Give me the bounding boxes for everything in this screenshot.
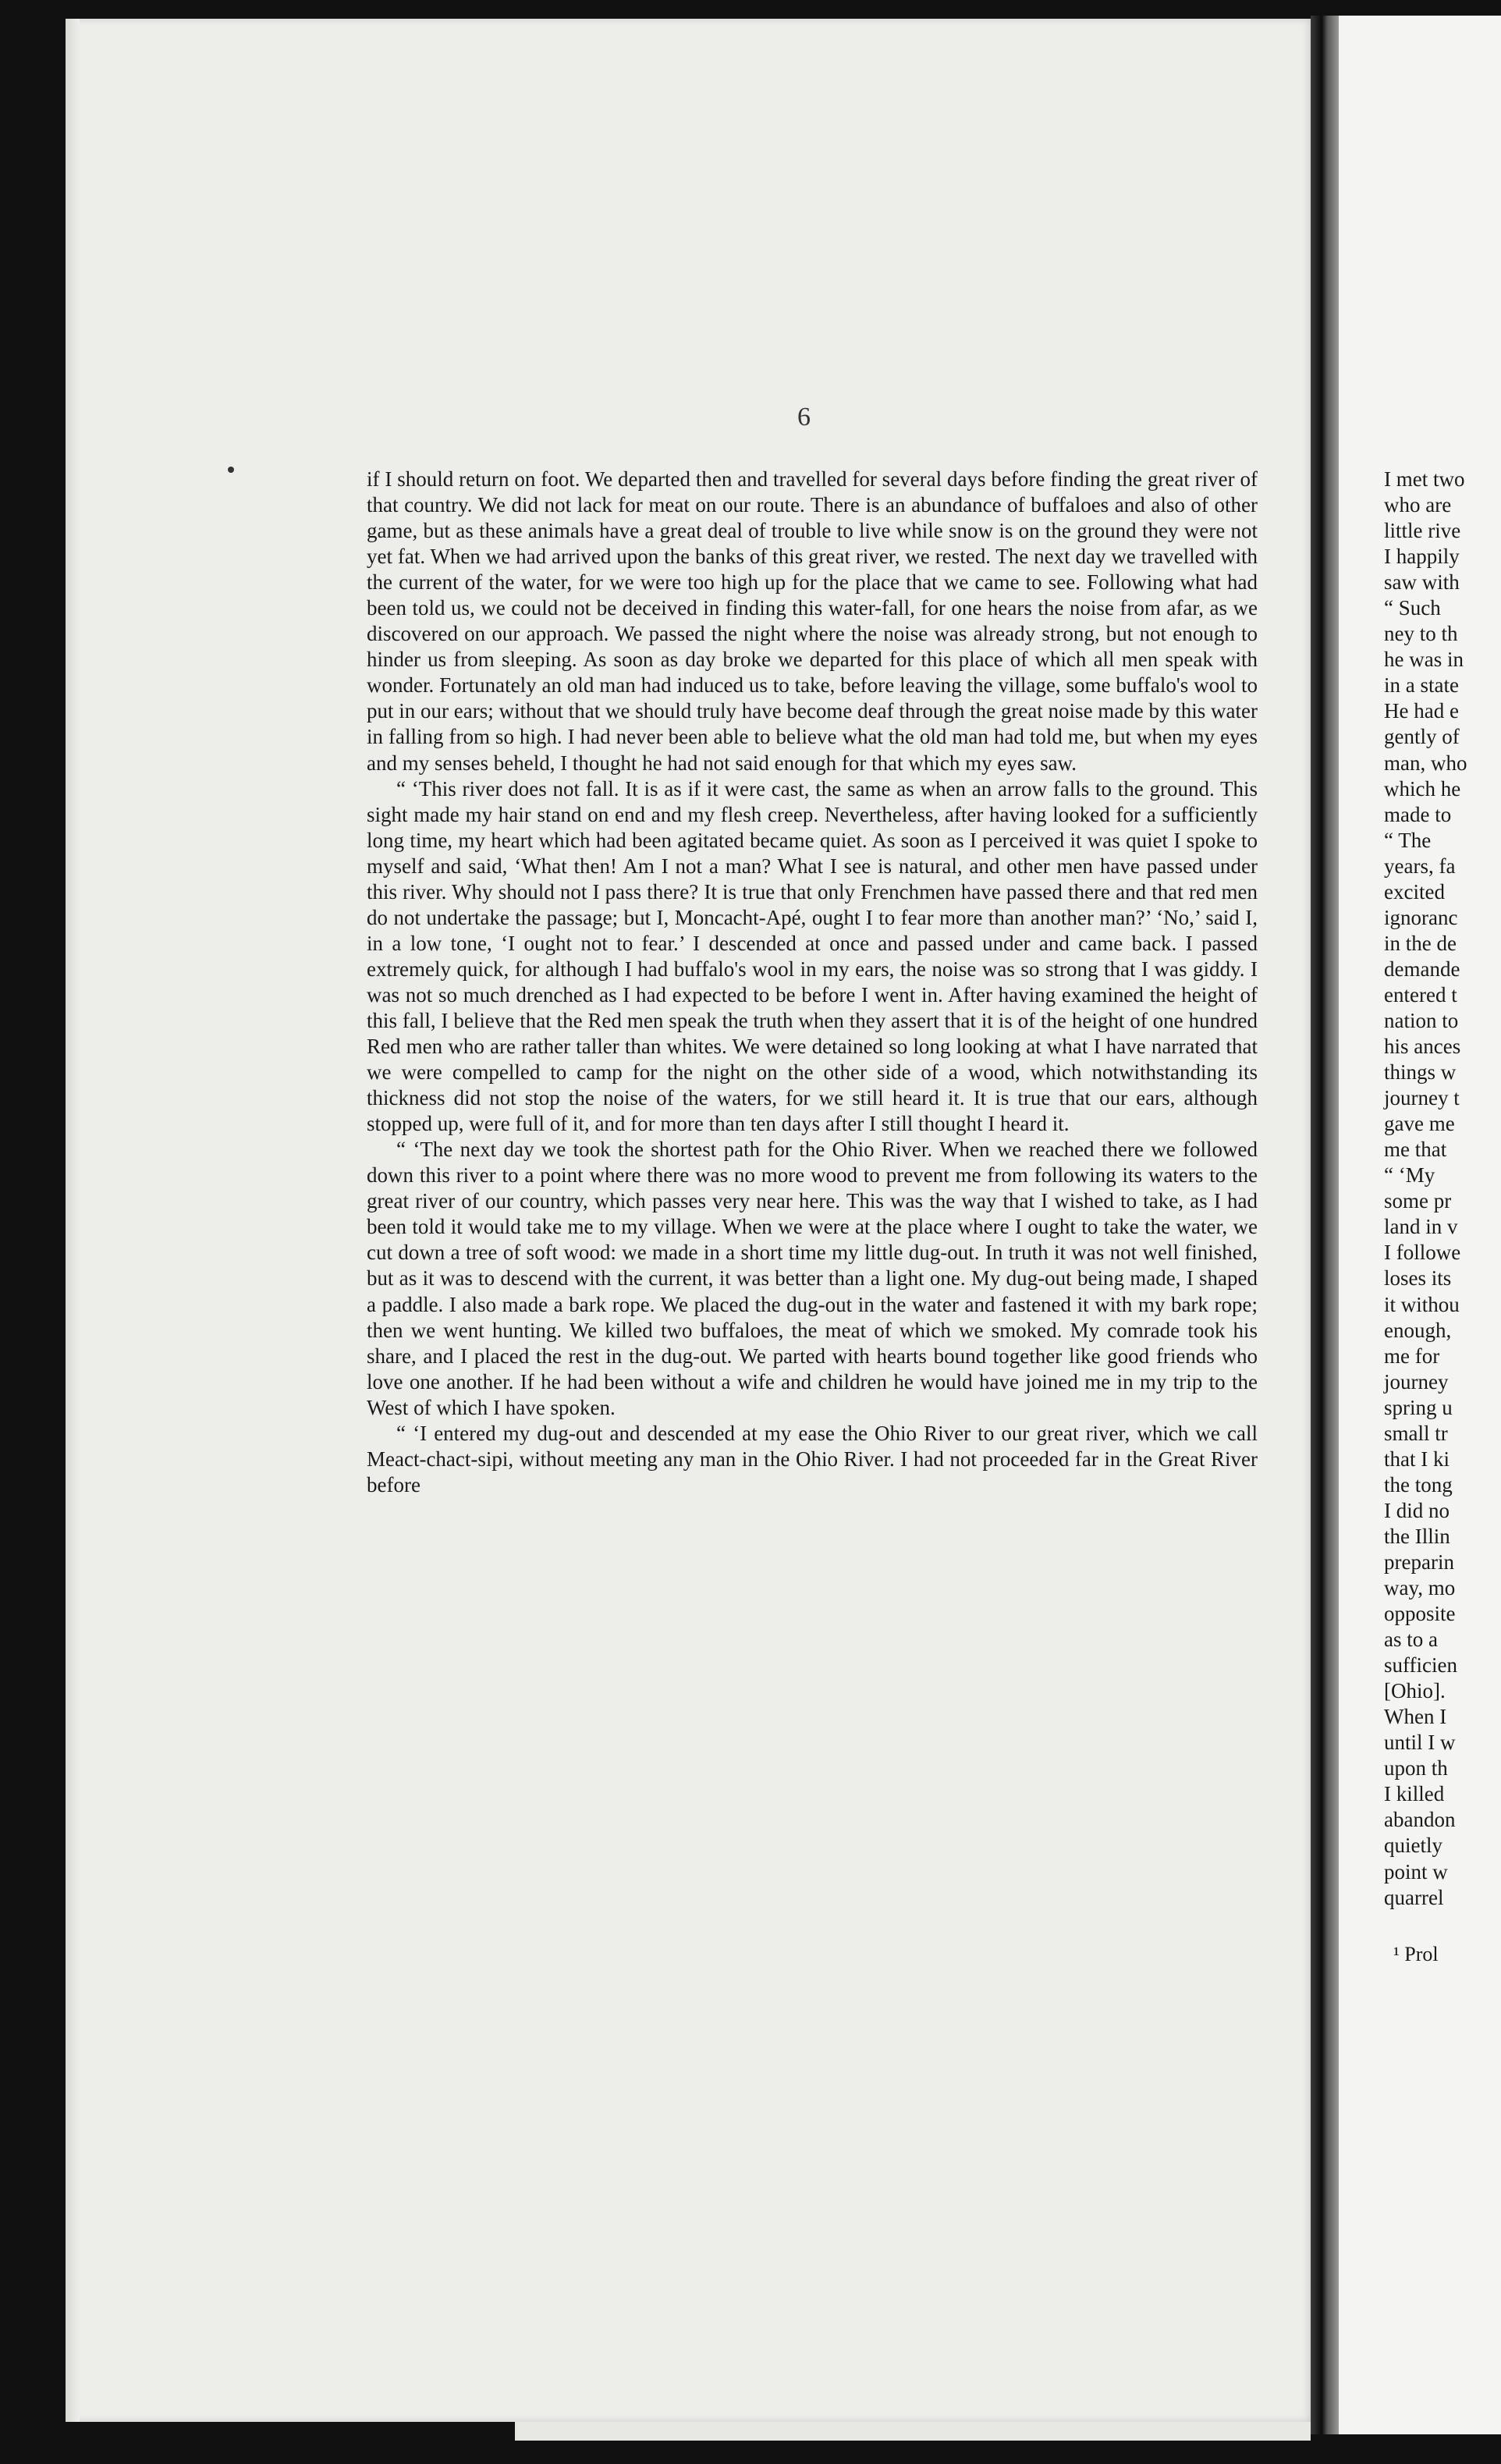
right-page-line: “ The [1384, 828, 1432, 852]
right-page-line: ignoranc [1384, 905, 1458, 929]
right-page-line: some pr [1384, 1189, 1452, 1213]
paragraph: “ ‘I entered my dug-out and descended at my ease the Ohio River to our great river, which we call Meact-chact-sipi, without meeting any man in the Ohio River. I had not proceeded far in the Great River before [367, 1421, 1258, 1497]
right-page-line: land in v [1384, 1215, 1458, 1239]
right-page-line: who are [1384, 493, 1452, 517]
right-page-line: until I w [1384, 1731, 1456, 1755]
right-page-line: made to [1384, 802, 1452, 826]
right-page-line: loses its [1384, 1266, 1452, 1291]
paragraph: “ ‘The next day we took the shortest path for the Ohio River. When we reached there we followed down this river to a point where there was no more wood to prevent me from following its waters to the great river of our country, which passes very near here. This was the way that I wished to take, as I had been told it would take me to my village. When we were at the place where I ought to take the water, we cut down a tree of soft wood: we made in a short time my little dug-out. In truth it was not well finished, but as it was to descend with the current, it was better than a light one. My dug-out being made, I shaped a paddle. I also made a bark rope. We placed the dug-out in the water and fastened it with my bark rope; then we went hunting. We killed two buffaloes, the meat of which we smoked. My comrade took his share, and I placed the rest in the dug-out. We parted with hearts bound together like good friends who love one another. If he had been without a wife and children he would have joined me in my trip to the West of which I have spoken. [367, 1138, 1258, 1419]
right-page-line: enough, [1384, 1318, 1452, 1342]
right-page-line: entered t [1384, 982, 1457, 1007]
right-page-line: me that [1384, 1138, 1447, 1162]
right-page-text [1384, 467, 1501, 1911]
right-page-line: sufficien [1384, 1653, 1457, 1678]
right-page-line: way, mo [1384, 1576, 1456, 1600]
right-page-line: journey t [1384, 1086, 1460, 1110]
right-page-line: demande [1384, 957, 1460, 981]
book-spine [1311, 16, 1339, 2434]
right-page-line: upon th [1384, 1756, 1448, 1781]
right-page-line: gave me [1384, 1112, 1455, 1136]
right-page-line: as to a [1384, 1628, 1438, 1652]
right-page-line: he was in [1384, 648, 1464, 672]
page-bottom-edge [515, 2422, 1311, 2441]
right-page-line: in a state [1384, 673, 1459, 698]
right-page-line: journey [1384, 1369, 1449, 1394]
right-page-line: things w [1384, 1060, 1457, 1085]
right-page-line: He had e [1384, 699, 1459, 723]
paragraph: “ ‘This river does not fall. It is as if it were cast, the same as when an arrow falls to the ground. This sight made my hair stand on end and my flesh creep. Nevertheless, after having looked for a sufficiently long time, my heart which had been agitated became quiet. As soon as I perceived it was quiet I spoke to myself and said, ‘What then! Am I not a man? What I see is natural, and other men have passed under this river. Why should not I pass there? It is true that only Frenchmen have passed there and that red men do not undertake the passage; but I, Moncacht-Apé, ought I to fear more than another man?’ ‘No,’ said I, in a low tone, ‘I ought not to fear.’ I descended at once and passed under and came back. I passed extremely quick, for although I had buffalo's wool in my ears, the noise was so strong that I was giddy. I was not so much drenched as I had expected to be before I went in. After having examined the height of this fall, I believe that the Red men speak the truth when they assert that it is of the height of one hundred Red men who are rather taller than whites. We were detained so long looking at what I have narrated that we were compelled to camp for the night on the other side of a wood, which notwithstanding its thickness did not stop the noise of the waters, for we still heard it. It is true that our ears, although stopped up, were full of it, and for more than ten days after I still thought I heard it. [367, 776, 1258, 1136]
right-page-line: me for [1384, 1344, 1440, 1368]
right-page-footnote: ¹ Prol [1393, 1943, 1439, 1965]
right-page-line: I met two [1384, 467, 1465, 491]
right-page-line: preparin [1384, 1550, 1454, 1574]
right-page-line: “ Such [1384, 596, 1441, 620]
right-page-line: the Illin [1384, 1524, 1450, 1548]
right-page-line: that I ki [1384, 1447, 1450, 1471]
right-page-line: years, fa [1384, 854, 1456, 878]
right-page-line: man, who [1384, 751, 1467, 775]
right-page-line: abandon [1384, 1808, 1456, 1832]
right-page-line: which he [1384, 776, 1461, 801]
right-page-line: excited [1384, 879, 1445, 904]
right-page-line: “ ‘My [1384, 1163, 1435, 1188]
left-page-text [367, 467, 1258, 1498]
right-page-line: When I [1384, 1705, 1447, 1729]
right-page-line: saw with [1384, 570, 1460, 595]
right-page-line: I followe [1384, 1241, 1461, 1265]
right-page-line: point w [1384, 1859, 1448, 1884]
right-page-line: I happily [1384, 545, 1460, 569]
right-page-line: in the de [1384, 931, 1457, 955]
page-number: 6 [797, 403, 811, 431]
right-page-line: I did no [1384, 1498, 1450, 1522]
ink-mark [228, 467, 234, 473]
right-page-line: ney to th [1384, 622, 1458, 646]
right-page-line: little rive [1384, 519, 1461, 543]
right-page-line: quietly [1384, 1834, 1442, 1858]
left-page-edge [66, 19, 80, 2422]
right-page-line: I killed [1384, 1782, 1445, 1806]
paragraph: if I should return on foot. We departed then and travelled for several days before finding the great river of that country. We did not lack for meat on our route. There is an abundance of buffaloes and also of other game, but as these animals have a great deal of trouble to live while snow is on the ground they were not yet fat. When we had arrived upon the banks of this great river, we rested. The next day we travelled with the current of the water, for we were too high up for the place that we came to see. Following what had been told us, we could not be deceived in finding this water-fall, for one hears the noise from afar, as we discovered on our approach. We passed the night where the noise was already strong, but not enough to hinder us from sleeping. As soon as day broke we departed for this place of which all men speak with wonder. Fortunately an old man had induced us to take, before leaving the village, some buffalo's wool to put in our ears; without that we should truly have become deaf through the great noise made by this water in falling from so high. I had never been able to believe what the old man had told me, but when my eyes and my senses beheld, I thought he had not said enough for that which my eyes saw. [367, 467, 1258, 775]
right-page-line: quarrel [1384, 1885, 1444, 1909]
right-page [1339, 16, 1501, 2434]
right-page-line: [Ohio]. [1384, 1679, 1446, 1703]
right-page-line: his ances [1384, 1035, 1461, 1059]
right-page-line: gently of [1384, 725, 1460, 749]
right-page-line: the tong [1384, 1472, 1453, 1497]
right-page-line: opposite [1384, 1602, 1456, 1626]
right-page-line: it withou [1384, 1292, 1460, 1316]
right-page-line: small tr [1384, 1421, 1448, 1445]
right-page-line: nation to [1384, 1008, 1459, 1032]
right-page-line: spring u [1384, 1395, 1453, 1419]
